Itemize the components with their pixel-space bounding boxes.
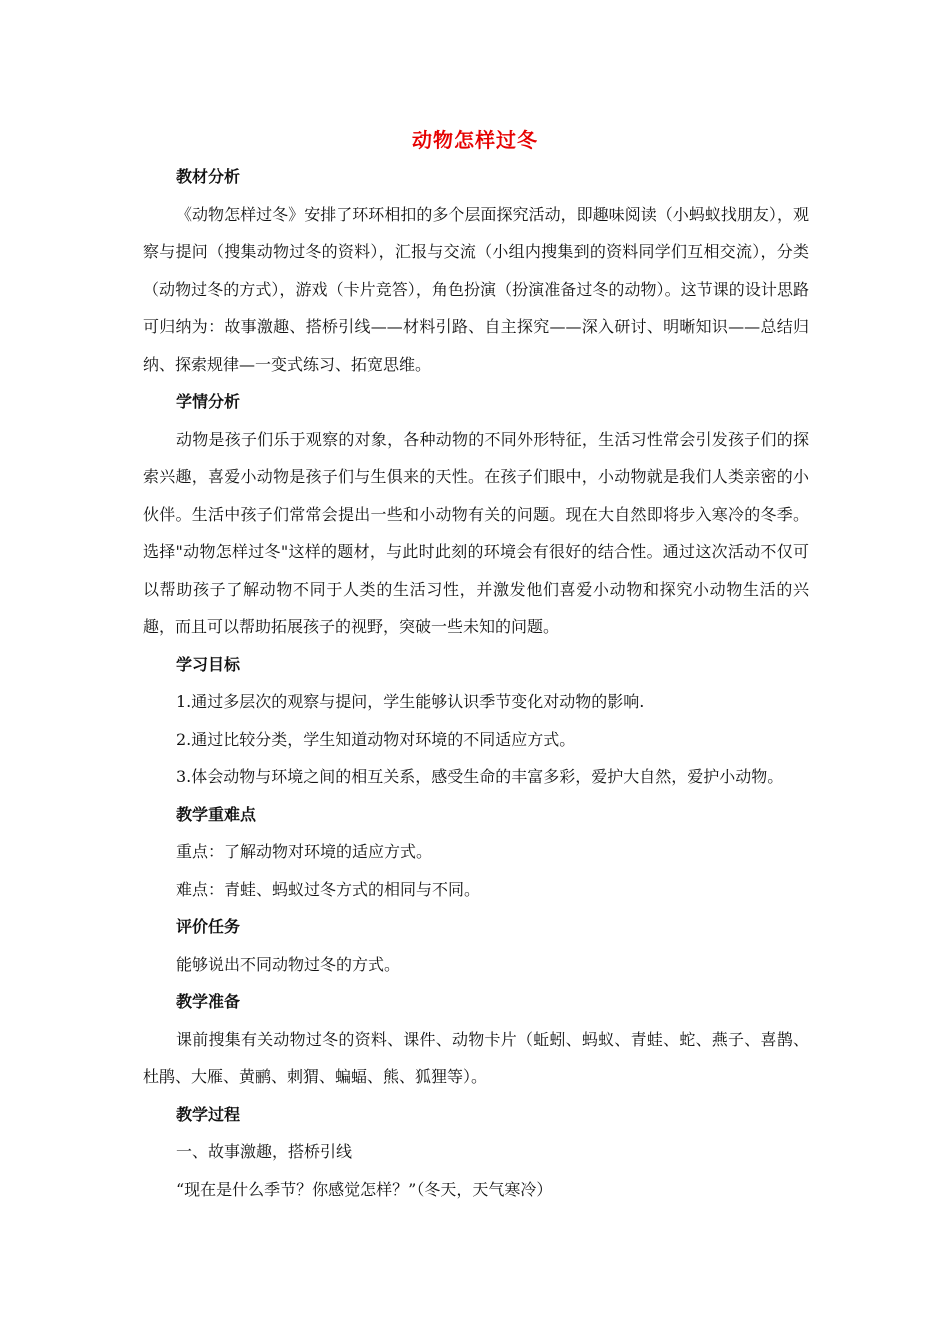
evaluation-task-text: 能够说出不同动物过冬的方式。 bbox=[176, 954, 401, 974]
learning-goal-item: 1.通过多层次的观察与提问，学生能够认识季节变化对动物的影响. bbox=[176, 692, 645, 711]
heading-key-points: 教学重难点 bbox=[176, 804, 257, 824]
key-point-difficulty: 难点：青蛙、蚂蚁过冬方式的相同与不同。 bbox=[176, 879, 481, 899]
heading-evaluation-task: 评价任务 bbox=[176, 917, 241, 936]
key-point-focus: 重点：了解动物对环境的适应方式。 bbox=[176, 842, 433, 861]
heading-teaching-preparation: 教学准备 bbox=[176, 992, 241, 1011]
learning-goal-item: 2.通过比较分类，学生知道动物对环境的不同适应方式。 bbox=[176, 729, 576, 749]
paragraph-material-analysis: 《动物怎样过冬》安排了环环相扣的多个层面探究活动，即趣味阅读（小蚂蚁找朋友），观察与提问（搜集动物过冬的资料），汇报与交流（小组内搜集到的资料同学们互相交流），分类（动物过冬的方式），游戏（卡片竞答），角色扮演（扮演准备过冬的动物）。这节课的设计思路可归纳为：故事激趣、搭桥引线——材料引路、自主探究——深入研讨、明晰知识——总结归纳、探索规律—一变式练习、拓宽思维。 bbox=[143, 204, 809, 374]
heading-teaching-process: 教学过程 bbox=[176, 1104, 241, 1124]
learning-goal-item: 3.体会动物与环境之间的相互关系，感受生命的丰富多彩，爱护大自然，爱护小动物。 bbox=[176, 767, 784, 786]
document-body bbox=[143, 158, 809, 1208]
heading-learning-goals: 学习目标 bbox=[176, 654, 241, 674]
paragraph-student-analysis: 动物是孩子们乐于观察的对象，各种动物的不同外形特征，生活习性常会引发孩子们的探索兴趣，喜爱小动物是孩子们与生俱来的天性。在孩子们眼中，小动物就是我们人类亲密的小伙伴。生活中孩子们常常会提出一些和小动物有关的问题。现在大自然即将步入寒冷的冬季。选择"动物怎样过冬"这样的题材，与此时此刻的环境会有很好的结合性。通过这次活动不仅可以帮助孩子了解动物不同于人类的生活习性，并激发他们喜爱小动物和探究小动物生活的兴趣，而且可以帮助拓展孩子的视野，突破一些未知的问题。 bbox=[143, 429, 809, 636]
document-title: 动物怎样过冬 bbox=[412, 128, 538, 152]
process-step-1: 一、故事激趣，搭桥引线 bbox=[176, 1142, 353, 1161]
heading-material-analysis: 教材分析 bbox=[176, 167, 241, 186]
paragraph-teaching-preparation: 课前搜集有关动物过冬的资料、课件、动物卡片（蚯蚓、蚂蚁、青蛙、蛇、燕子、喜鹊、杜鹃、大雁、黄鹂、刺猬、蝙蝠、熊、狐狸等）。 bbox=[143, 1029, 809, 1086]
process-quote: “现在是什么季节？你感觉怎样？”（冬天，天气寒冷） bbox=[176, 1179, 553, 1199]
heading-student-analysis: 学情分析 bbox=[176, 392, 241, 411]
